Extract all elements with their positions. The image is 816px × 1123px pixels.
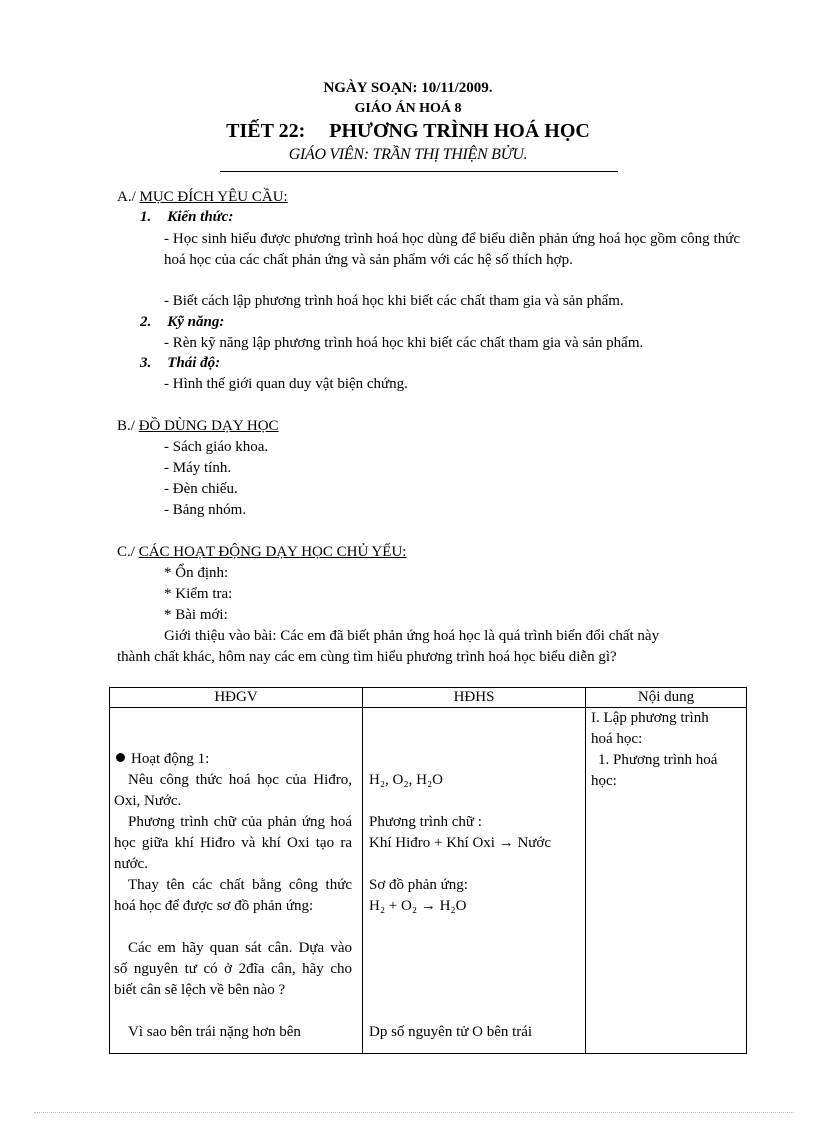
section-c-prefix: C./ [117,544,135,560]
activity-heading [116,749,209,770]
teacher-question-4: Các em hãy quan sát cân. Dựa vào số nguyên tư có ở 2đĩa cân, hãy cho biết cân sẽ lệch về bên nào ? [114,940,352,998]
section-c-title: CÁC HOẠT ĐỘNG DẠY HỌC CHỦ YẾU: [138,544,407,560]
intro-line-1: Giới thiệu vào bài: Các em đã biết phản ứng hoá học là quá trình biến đổi chất này [164,628,660,644]
objective-3-heading [140,353,220,373]
student-formulas: H₂, O₂, H₂O [369,772,444,788]
objective-2-title: Kỹ năng: [167,314,225,330]
objective-2-num: 2. [140,314,152,330]
teacher-activity-cell [110,708,363,1054]
content-line: học: [591,773,617,789]
column-header-gv: HĐGV [110,688,363,708]
objective-3-title: Thái độ: [167,355,221,371]
section-a-prefix: A./ [117,189,136,205]
bullet-icon [116,753,125,762]
column-header-hs: HĐHS [363,688,586,708]
lesson-title [0,120,816,143]
objective-1-heading [140,207,233,227]
word-equation-label: Phương trình chữ : [369,814,482,830]
objective-1-title: Kiến thức: [167,209,234,225]
prep-date: NGÀY SOẠN: 10/11/2009. [323,80,493,96]
content-line: hoá học: [591,731,643,747]
objective-2-heading [140,312,224,332]
section-b-title: ĐỒ DÙNG DẠY HỌC [138,418,279,434]
section-b-prefix: B./ [117,418,135,434]
student-activity-cell [363,708,586,1054]
objective-2-line-1: - Rèn kỹ năng lập phương trình hoá học khi biết các chất tham gia và sản phẩm. [164,335,644,351]
table-row [110,708,747,1054]
table-header-row [110,688,747,708]
page-bottom-rule [34,1112,794,1113]
lesson-content-cell [586,708,747,1054]
section-a-title: MỤC ĐÍCH YÊU CẦU: [139,189,288,205]
procedure-item: * Bài mới: [164,607,228,623]
intro-line-2: thành chất khác, hôm nay các em cùng tìm hiểu phương trình hoá học biểu diễn gì? [117,649,617,665]
lesson-name: PHƯƠNG TRÌNH HOÁ HỌC [329,120,590,142]
material-item: - Bảng nhóm. [164,502,247,518]
reaction-scheme: H₂ + O₂ → H₂O [369,898,467,914]
content-line: 1. Phương trình hoá [598,752,718,768]
word-equation: Khí Hiđro + Khí Oxi → Nước [369,835,552,851]
teacher-line: GIÁO VIÊN: TRẦN THỊ THIỆN BỬU. [288,146,528,163]
procedure-item: * Ổn định: [164,565,229,581]
subject-line: GIÁO ÁN HOÁ 8 [354,101,462,116]
objective-1-line-2: - Biết cách lập phương trình hoá học khi biết các chất tham gia và sản phẩm. [164,293,624,309]
objective-1-line-1: - Học sinh hiểu được phương trình hoá học dùng để biểu diễn phản ứng hoá học gồm công thức hoá học của các chất phản ứng và sản phẩm với các hệ số thích hợp. [164,231,740,268]
column-header-content: Nội dung [586,688,747,708]
teacher-question-5: Vì sao bên trái nặng hơn bên [128,1024,301,1040]
procedure-item: * Kiểm tra: [164,586,233,602]
lesson-number: TIẾT 22: [226,120,306,142]
student-answer: Dp số nguyên tử O bên trái [369,1024,533,1040]
teacher-question-3: Thay tên các chất bằng công thức hoá học để được sơ đồ phản ứng: [114,877,352,914]
material-item: - Đèn chiếu. [164,481,238,497]
activity-label: Hoạt động 1: [131,751,210,767]
header-divider [220,171,618,172]
scheme-label: Sơ đồ phản ứng: [369,877,468,893]
content-line: I. Lập phương trình [591,710,709,726]
teacher-question-2: Phương trình chữ của phản ứng hoá học giữa khí Hiđro và khí Oxi tạo ra nước. [114,814,352,872]
material-item: - Sách giáo khoa. [164,439,269,455]
objective-3-line-1: - Hình thế giới quan duy vật biện chứng. [164,376,408,392]
teacher-question-1: Nêu công thức hoá học của Hiđro, Oxi, Nước. [114,772,352,809]
section-b-heading [117,416,279,436]
activity-table [109,687,747,1054]
objective-3-num: 3. [140,355,152,371]
material-item: - Máy tính. [164,460,232,476]
section-c-heading [117,542,406,562]
section-a-heading [117,187,288,207]
objective-1-num: 1. [140,209,152,225]
